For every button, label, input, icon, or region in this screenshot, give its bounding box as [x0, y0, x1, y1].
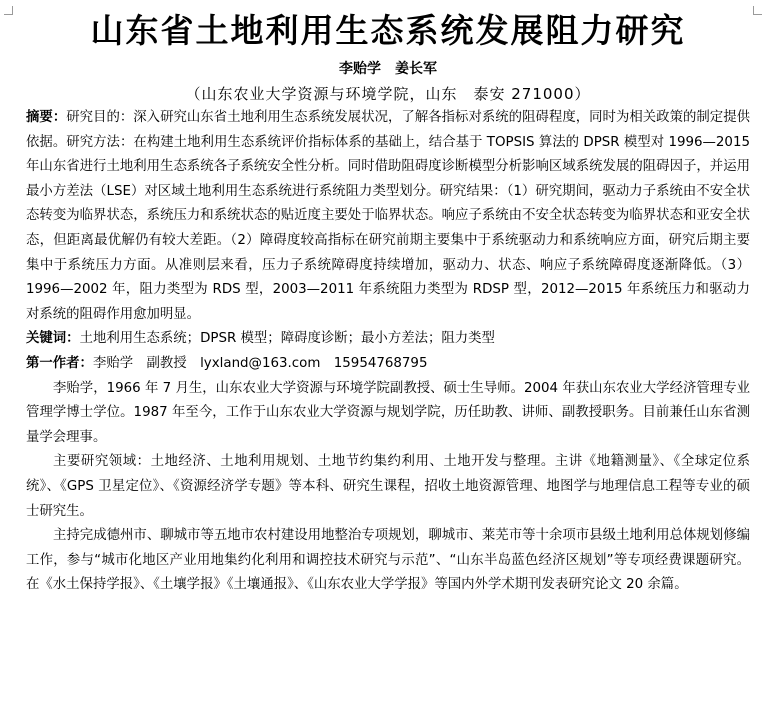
abstract-text: 研究目的：深入研究山东省土地利用生态系统发展状况，了解各指标对系统的阻碍程度，同时为相关政策的制定提供依据。研究方法：在构建土地利用生态系统评价指标体系的基础上，结合基于 TOPSIS 算法的 DPSR 模型对 1996—2015 年山东省进行土地利用生态系统各子系统安全性分析。同时借助阻碍度诊断模型分析影响区域系统发展的阻碍因子，并运用最小方差法（LSE）对区域土地利用生态系统进行系统阻力类型划分。研究结果：（1）研究期间，驱动力子系统由不安全状态转变为临界状态，系统压力和系统状态的贴近度主要处于临界状态。响应子系统由不安全状态转变为临界状态和亚安全状态，但距离最优解仍有较大差距。（2）障碍度较高指标在研究前期主要集中于系统驱动力和系统响应方面，研究后期主要集中于系统压力方面。从准则层来看，压力子系统障碍度持续增加，驱动力、状态、响应子系统障碍度逐渐降低。（3）1996—2002 年，阻力类型为 RDS 型，2003—2011 年系统阻力类型为 RDSP 型，2012—2015 年系统压力和驱动力对系统的阻碍作用愈加明显。 [26, 110, 751, 322]
author-name: 李贻学 [339, 61, 381, 77]
author-name: 姜长军 [395, 61, 437, 77]
first-author-text: 李贻学 副教授 lyxland@163.com 15954768795 [92, 355, 428, 371]
affiliation: （山东农业大学资源与环境学院，山东 泰安 271000） [185, 85, 591, 103]
bio-paragraph: 李贻学，1966 年 7 月生，山东农业大学资源与环境学院副教授、硕士生导师。2004 年获山东农业大学经济管理专业管理学博士学位。1987 年至今，工作于山东农业大学资源与规划学院，历任助教、讲师、副教授职务。目前兼任山东省测量学会理事。 [26, 380, 750, 445]
keywords-paragraph [26, 327, 750, 352]
first-author-paragraph [26, 352, 750, 377]
keywords-text: 土地利用生态系统；DPSR 模型；障碍度诊断；最小方差法；阻力类型 [79, 331, 495, 347]
research-areas-paragraph: 主要研究领域：土地经济、土地利用规划、土地节约集约利用、土地开发与整理。主讲《地籍测量》、《全球定位系统》、《GPS 卫星定位》、《资源经济学专题》等本科、研究生课程，招收土地资源管理、地图学与地理信息工程等专业的硕士研究生。 [26, 454, 750, 519]
projects-paragraph: 主持完成德州市、聊城市等五地市农村建设用地整治专项规划，聊城市、莱芜市等十余项市县级土地利用总体规划修编工作，参与“城市化地区产业用地集约化利用和调控技术研究与示范”、“山东半岛蓝色经济区规划”等专项经费课题研究。在《水土保持学报》、《土壤学报》《土壤通报》、《山东农业大学学报》等国内外学术期刊发表研究论文 20 余篇。 [26, 528, 750, 593]
keywords-label: 关键词： [26, 331, 80, 347]
page-corner-mark-right [753, 6, 762, 15]
abstract-paragraph [26, 106, 750, 327]
abstract-label: 摘要： [26, 110, 67, 125]
author-line [26, 58, 750, 80]
page-corner-mark-left [4, 6, 13, 15]
first-author-label: 第一作者： [26, 355, 93, 371]
document-page [26, 8, 750, 598]
paper-title: 山东省土地利用生态系统发展阻力研究 [90, 11, 686, 50]
